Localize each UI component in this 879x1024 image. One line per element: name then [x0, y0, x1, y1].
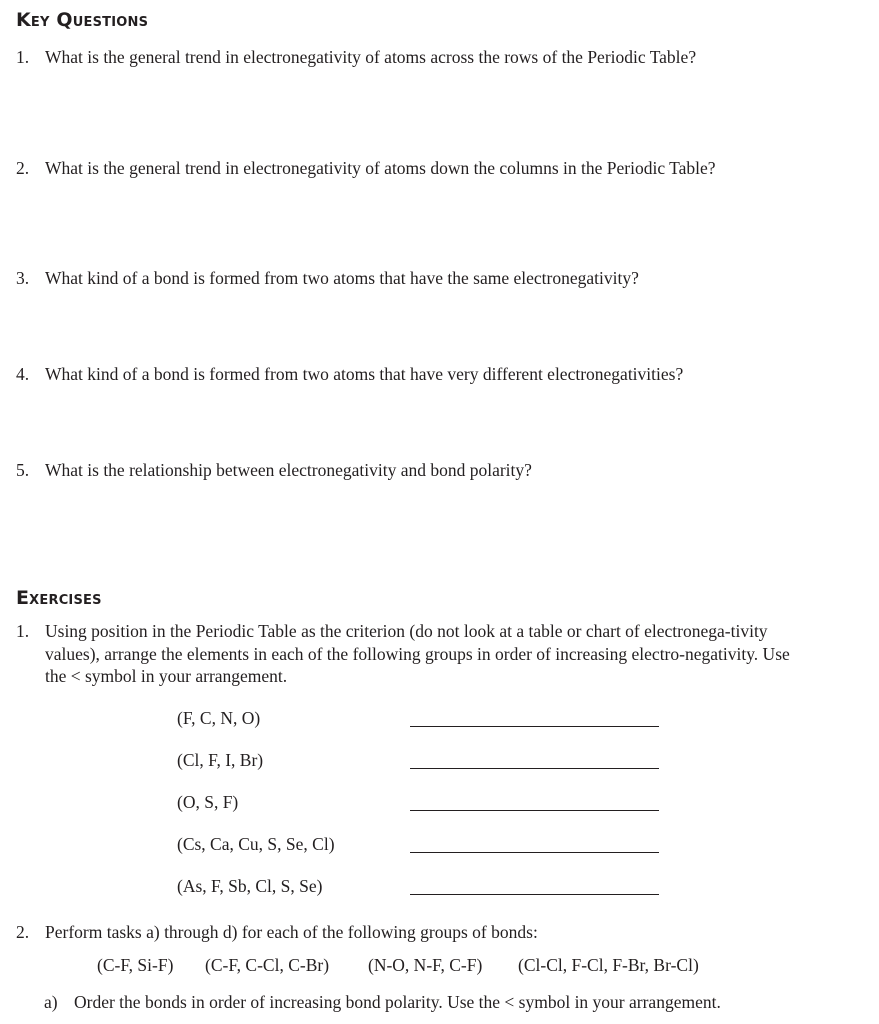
bond-group: (C-F, Si-F) [97, 955, 174, 975]
subtask-letter: a) [44, 992, 58, 1012]
question-text: What is the general trend in electronegativity of atoms across the rows of the Periodic Table? [45, 47, 697, 67]
element-group-row [177, 792, 667, 816]
question-text: What is the general trend in electronegativity of atoms down the columns in the Periodic Table? [45, 158, 716, 178]
question-number: 3. [16, 268, 30, 288]
bond-group: (N-O, N-F, C-F) [368, 955, 483, 975]
subtask-text: Order the bonds in order of increasing bond polarity. Use the < symbol in your arrangement. [74, 992, 721, 1012]
answer-line[interactable] [410, 726, 659, 727]
answer-line[interactable] [410, 768, 659, 769]
question-text: What kind of a bond is formed from two atoms that have very different electronegativities? [45, 364, 684, 384]
exercises-heading: Exercises [16, 587, 102, 609]
exercise-number: 1. [16, 621, 30, 641]
exercise-number: 2. [16, 922, 30, 942]
element-group: (O, S, F) [177, 792, 239, 812]
element-group: (As, F, Sb, Cl, S, Se) [177, 876, 323, 896]
bond-group: (Cl-Cl, F-Cl, F-Br, Br-Cl) [518, 955, 699, 975]
answer-line[interactable] [410, 894, 659, 895]
question-number: 2. [16, 158, 30, 178]
question-number: 4. [16, 364, 30, 384]
exercise-1 [16, 620, 806, 688]
answer-line[interactable] [410, 852, 659, 853]
answer-line[interactable] [410, 810, 659, 811]
element-group-row [177, 876, 667, 900]
question-number: 1. [16, 47, 30, 67]
element-group-row [177, 750, 667, 774]
element-group-row [177, 834, 667, 858]
element-group: (F, C, N, O) [177, 708, 261, 728]
question-number: 5. [16, 460, 30, 480]
element-group-row [177, 708, 667, 732]
exercise-text: Perform tasks a) through d) for each of the following groups of bonds: [45, 922, 538, 942]
question-text: What is the relationship between electronegativity and bond polarity? [45, 460, 532, 480]
element-group: (Cs, Ca, Cu, S, Se, Cl) [177, 834, 335, 854]
question-text: What kind of a bond is formed from two atoms that have the same electronegativity? [45, 268, 639, 288]
key-questions-heading: Key Questions [16, 9, 149, 31]
exercise-text: Using position in the Periodic Table as the criterion (do not look at a table or chart of electronega-tivity values), arrange the elements in each of the following groups in order of increasing electro-negativity. Use the < symbol in your arrangement. [45, 621, 790, 686]
bond-group: (C-F, C-Cl, C-Br) [205, 955, 330, 975]
element-group: (Cl, F, I, Br) [177, 750, 264, 770]
